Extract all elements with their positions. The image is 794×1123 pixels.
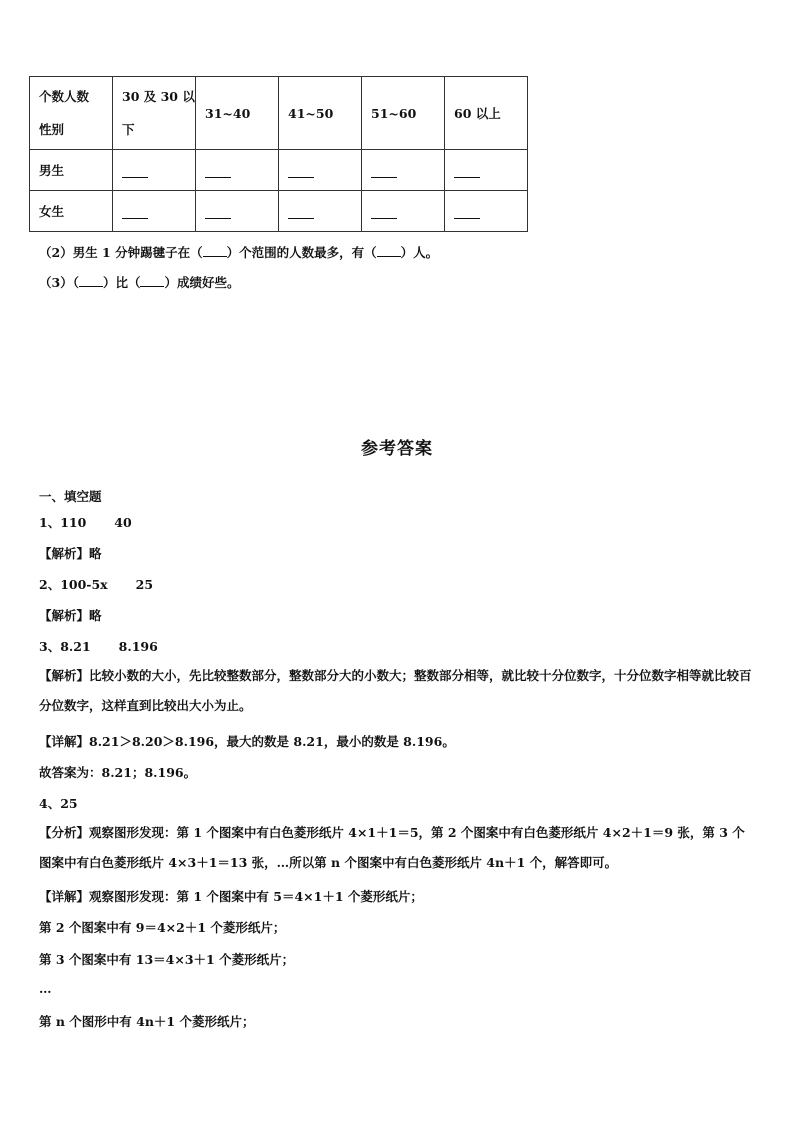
header-range-cell: [113, 77, 196, 150]
answer-blank[interactable]: [203, 244, 227, 257]
answer-blank[interactable]: [288, 206, 314, 219]
fill-cell: [362, 191, 445, 232]
range-label: 31~40: [205, 105, 251, 121]
answer-4: 4、25: [39, 796, 78, 811]
answer-4-analysis: 【分析】观察图形发现：第 1 个图案中有白色菱形纸片 4×1＋1＝5，第 2 个图案中有白色菱形纸片 4×2＋1＝9 张，第 3 个图案中有白色菱形纸片 4×3＋1＝13 张，…所以第 n 个图案中有白色菱形纸片 4n＋1 个，解答即可。: [39, 825, 745, 870]
header-range-cell: [362, 77, 445, 150]
answers-title: 参考答案: [361, 439, 433, 459]
answer-1-analysis: 【解析】略: [39, 546, 102, 561]
header-corner-cell: [30, 77, 113, 150]
answer-blank[interactable]: [79, 274, 103, 287]
header-range-cell: [445, 77, 528, 150]
table-row-boys: [30, 150, 528, 191]
q3-text-c: ）成绩好些。: [164, 275, 240, 290]
range-label: 51~60: [371, 105, 417, 121]
answer-3-conclusion: 故答案为：8.21；8.196。: [39, 765, 197, 780]
fill-cell: [113, 150, 196, 191]
answer-value: 8.196: [118, 639, 158, 654]
row-label: 女生: [30, 191, 113, 232]
q2-text-a: （2）男生 1 分钟踢毽子在（: [39, 245, 203, 260]
fill-cell: [445, 191, 528, 232]
q3-text-a: （3）（: [39, 275, 79, 290]
fill-cell: [279, 150, 362, 191]
fill-cell: [196, 150, 279, 191]
question-3: [39, 273, 239, 291]
answer-blank[interactable]: [122, 206, 148, 219]
fill-cell: [279, 191, 362, 232]
answer-number: 3、8.21: [39, 639, 91, 654]
q2-text-c: ）人。: [400, 245, 439, 260]
answer-4-detail-1: 【详解】观察图形发现：第 1 个图案中有 5＝4×1＋1 个菱形纸片；: [39, 889, 423, 904]
answer-blank[interactable]: [371, 165, 397, 178]
fill-cell: [362, 150, 445, 191]
table-row-girls: [30, 191, 528, 232]
range-label: 60 以上: [454, 105, 501, 121]
answer-3-detail: 【详解】8.21＞8.20＞8.196，最大的数是 8.21，最小的数是 8.196。: [39, 734, 455, 749]
answer-blank[interactable]: [377, 244, 401, 257]
answer-blank[interactable]: [205, 165, 231, 178]
range-label: 30 及 30 以: [122, 89, 195, 104]
answer-1: [39, 513, 132, 531]
answer-blank[interactable]: [122, 165, 148, 178]
answer-number: 1、110: [39, 515, 87, 530]
header-range-cell: [279, 77, 362, 150]
answer-blank[interactable]: [454, 165, 480, 178]
q2-text-b: ）个范围的人数最多，有（: [226, 245, 377, 260]
answer-4-detail-4: 第 n 个图形中有 4n＋1 个菱形纸片；: [39, 1014, 255, 1029]
section-heading: 一、填空题: [39, 489, 102, 504]
answer-2-analysis: 【解析】略: [39, 608, 102, 623]
row-label: 男生: [30, 150, 113, 191]
answer-4-detail-2: 第 2 个图案中有 9＝4×2＋1 个菱形纸片；: [39, 920, 286, 935]
answer-3-analysis: 【解析】比较小数的大小，先比较整数部分，整数部分大的小数大；整数部分相等，就比较十分位数字，十分位数字相等就比较百分位数字，这样直到比较出大小为止。: [39, 668, 752, 713]
fill-cell: [445, 150, 528, 191]
answer-value: 25: [135, 577, 154, 592]
answer-value: 40: [114, 515, 132, 530]
fill-cell: [196, 191, 279, 232]
answer-3: [39, 637, 158, 655]
q3-text-b: ）比（: [102, 275, 141, 290]
header-corner-line1: 个数人数: [39, 89, 90, 104]
answer-blank[interactable]: [371, 206, 397, 219]
range-label-cont: 下: [122, 122, 135, 137]
question-2: [39, 243, 438, 261]
answer-blank[interactable]: [140, 274, 164, 287]
tally-table: [29, 76, 528, 232]
header-range-cell: [196, 77, 279, 150]
answer-blank[interactable]: [454, 206, 480, 219]
answer-number: 2、100-5x: [39, 577, 108, 592]
header-corner-line2: 性别: [39, 122, 65, 137]
answer-2: [39, 575, 153, 593]
answer-4-detail-3: 第 3 个图案中有 13＝4×3＋1 个菱形纸片；: [39, 952, 295, 967]
answer-4-ellipsis: …: [39, 981, 52, 996]
range-label: 41~50: [288, 105, 334, 121]
table-header-row: [30, 77, 528, 150]
answer-blank[interactable]: [205, 206, 231, 219]
fill-cell: [113, 191, 196, 232]
answer-blank[interactable]: [288, 165, 314, 178]
